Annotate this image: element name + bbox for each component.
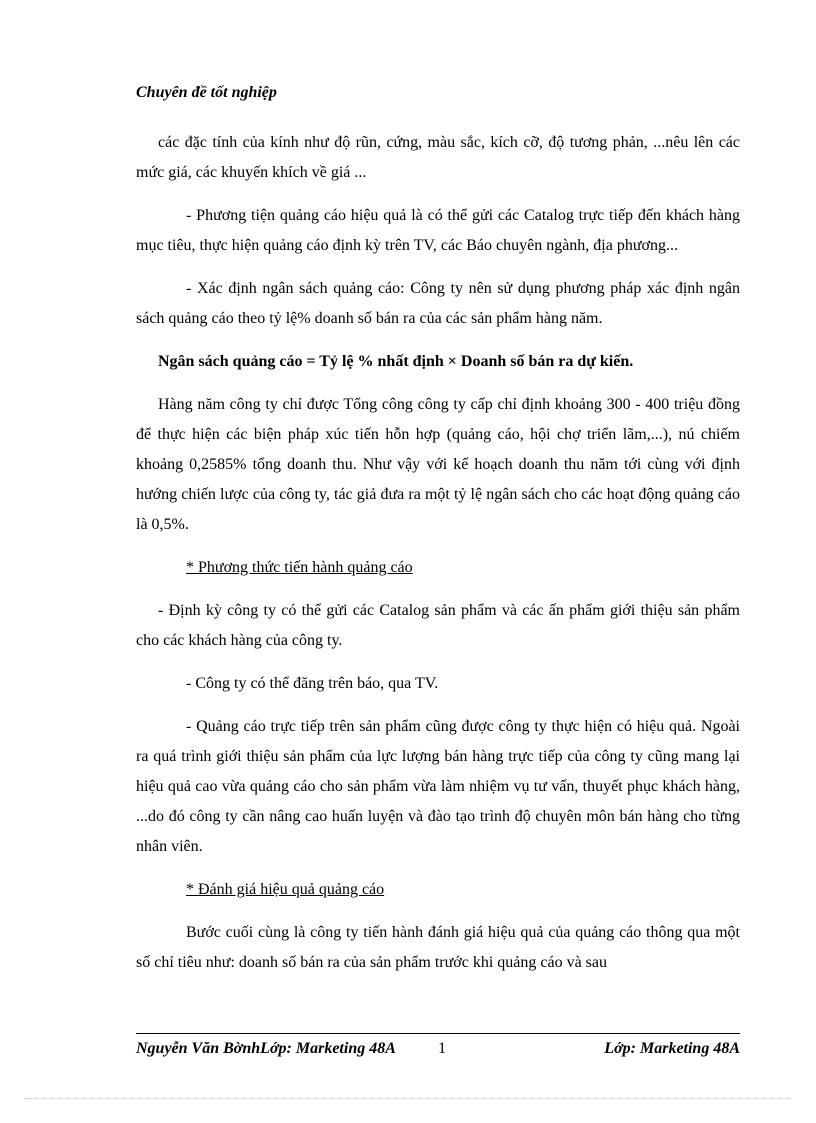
paragraph: - Xác định ngân sách quảng cáo: Công ty nên sử dụng phương pháp xác định ngân sách quảng cáo theo tỷ lệ% doanh số bán ra của các sản phẩm hàng năm. xyxy=(136,280,740,327)
section-heading-text: * Đánh giá hiệu quả quảng cáo xyxy=(186,881,385,898)
header-title: Chuyên đề tốt nghiệp xyxy=(136,84,277,101)
paragraph: Bước cuối cùng là công ty tiến hành đánh giá hiệu quả của quảng cáo thông qua một số chỉ tiêu như: doanh số bán ra của sản phẩm trước khi quảng cáo và sau xyxy=(136,924,740,971)
page-number: 1 xyxy=(438,1040,446,1057)
paragraph: - Công ty có thể đăng trên báo, qua TV. xyxy=(186,675,439,692)
page-edge-divider xyxy=(24,1098,792,1099)
footer-author: Nguyễn Văn BờnhLớp: Marketing 48A xyxy=(136,1040,396,1057)
paragraph: Hàng năm công ty chỉ được Tổng công công ty cấp chỉ định khoảng 300 - 400 triệu đồng để thực hiện các biện pháp xúc tiến hỗn hợp (quảng cáo, hội chợ triển lãm,...), nú chiếm khoảng 0,2585% tổng doanh thu. Như vậy với kế hoạch doanh thu năm tới cùng với định hướng chiến lược của công ty, tác giả đưa ra một tỷ lệ ngân sách cho các hoạt động quảng cáo là 0,5%. xyxy=(136,396,740,533)
footer xyxy=(136,1040,740,1062)
document-body xyxy=(136,128,740,991)
section-heading-text: * Phương thức tiến hành quảng cáo xyxy=(186,559,413,576)
section-heading xyxy=(136,553,740,583)
paragraph: các đặc tính của kính như độ rũn, cứng, màu sắc, kích cỡ, độ tương phản, ...nêu lên các mức giá, các khuyến khích về giá ... xyxy=(136,134,740,181)
section-heading xyxy=(136,875,740,905)
paragraph: - Quảng cáo trực tiếp trên sản phẩm cũng được công ty thực hiện có hiệu quả. Ngoài ra quá trình giới thiệu sản phẩm của lực lượng bán hàng trực tiếp của công ty cũng mang lại hiệu quả cao vừa quảng cáo cho sản phẩm vừa làm nhiệm vụ tư vấn, thuyết phục khách hàng, ...do đó công ty cần nâng cao huấn luyện và đào tạo trình độ chuyên môn bán hàng cho từng nhân viên. xyxy=(136,718,740,855)
paragraph: - Phương tiện quảng cáo hiệu quả là có thể gửi các Catalog trực tiếp đến khách hàng mục tiêu, thực hiện quảng cáo định kỳ trên TV, các Báo chuyên ngành, địa phương... xyxy=(136,207,740,254)
footer-rule xyxy=(136,1033,740,1034)
paragraph: - Định kỳ công ty có thể gửi các Catalog sản phẩm và các ấn phẩm giới thiệu sản phẩm cho các khách hàng của công ty. xyxy=(136,602,740,649)
footer-class: Lớp: Marketing 48A xyxy=(604,1040,740,1057)
formula-line: Ngân sách quảng cáo = Tỷ lệ % nhất định × Doanh số bán ra dự kiến. xyxy=(158,353,634,370)
